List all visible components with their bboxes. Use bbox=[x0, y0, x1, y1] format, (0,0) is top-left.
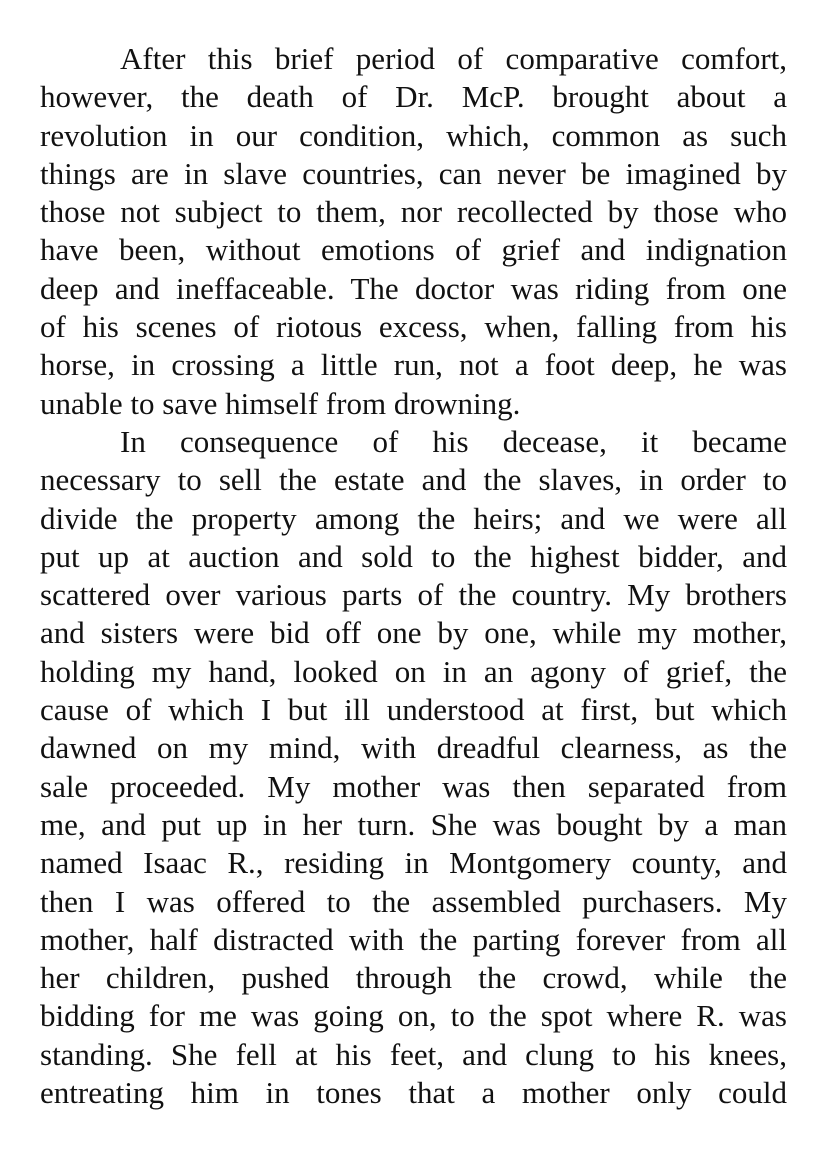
text-line: revolution in our condition, which, common as such bbox=[40, 117, 787, 153]
text-line: divide the property among the heirs; and we were all bbox=[40, 500, 787, 536]
text-line: then I was offered to the assembled purchasers. My bbox=[40, 883, 787, 919]
text-line: mother, half distracted with the parting forever from all bbox=[40, 921, 787, 957]
text-line: bidding for me was going on, to the spot where R. was bbox=[40, 998, 787, 1034]
page-text bbox=[40, 40, 787, 1112]
text-line: standing. She fell at his feet, and clung to his knees, bbox=[40, 1036, 787, 1072]
text-line: entreating him in tones that a mother only could bbox=[40, 1075, 787, 1111]
text-line: deep and ineffaceable. The doctor was riding from one bbox=[40, 270, 787, 306]
text-line: unable to save himself from drowning. bbox=[40, 385, 521, 421]
text-line: In consequence of his decease, it became bbox=[120, 423, 787, 459]
text-line: holding my hand, looked on in an agony of grief, the bbox=[40, 653, 787, 689]
text-line: things are in slave countries, can never be imagined by bbox=[40, 155, 787, 191]
text-line: and sisters were bid off one by one, while my mother, bbox=[40, 615, 787, 651]
text-line: put up at auction and sold to the highest bidder, and bbox=[40, 538, 787, 574]
text-line: her children, pushed through the crowd, while the bbox=[40, 960, 787, 996]
text-line: however, the death of Dr. McP. brought about a bbox=[40, 79, 787, 115]
text-line: named Isaac R., residing in Montgomery county, and bbox=[40, 845, 787, 881]
paragraph-2 bbox=[40, 423, 787, 1112]
text-line: those not subject to them, nor recollected by those who bbox=[40, 194, 787, 230]
text-line: necessary to sell the estate and the slaves, in order to bbox=[40, 462, 787, 498]
text-line: After this brief period of comparative comfort, bbox=[120, 41, 787, 76]
text-line: sale proceeded. My mother was then separated from bbox=[40, 768, 787, 804]
text-line: cause of which I but ill understood at first, but which bbox=[40, 692, 787, 728]
text-line: me, and put up in her turn. She was bought by a man bbox=[40, 806, 787, 842]
text-line: have been, without emotions of grief and indignation bbox=[40, 232, 787, 268]
text-line: scattered over various parts of the country. My brothers bbox=[40, 577, 787, 613]
text-line: of his scenes of riotous excess, when, falling from his bbox=[40, 309, 787, 345]
paragraph-1 bbox=[40, 40, 787, 423]
text-line: dawned on my mind, with dreadful clearness, as the bbox=[40, 730, 787, 766]
text-line: horse, in crossing a little run, not a foot deep, he was bbox=[40, 347, 787, 383]
